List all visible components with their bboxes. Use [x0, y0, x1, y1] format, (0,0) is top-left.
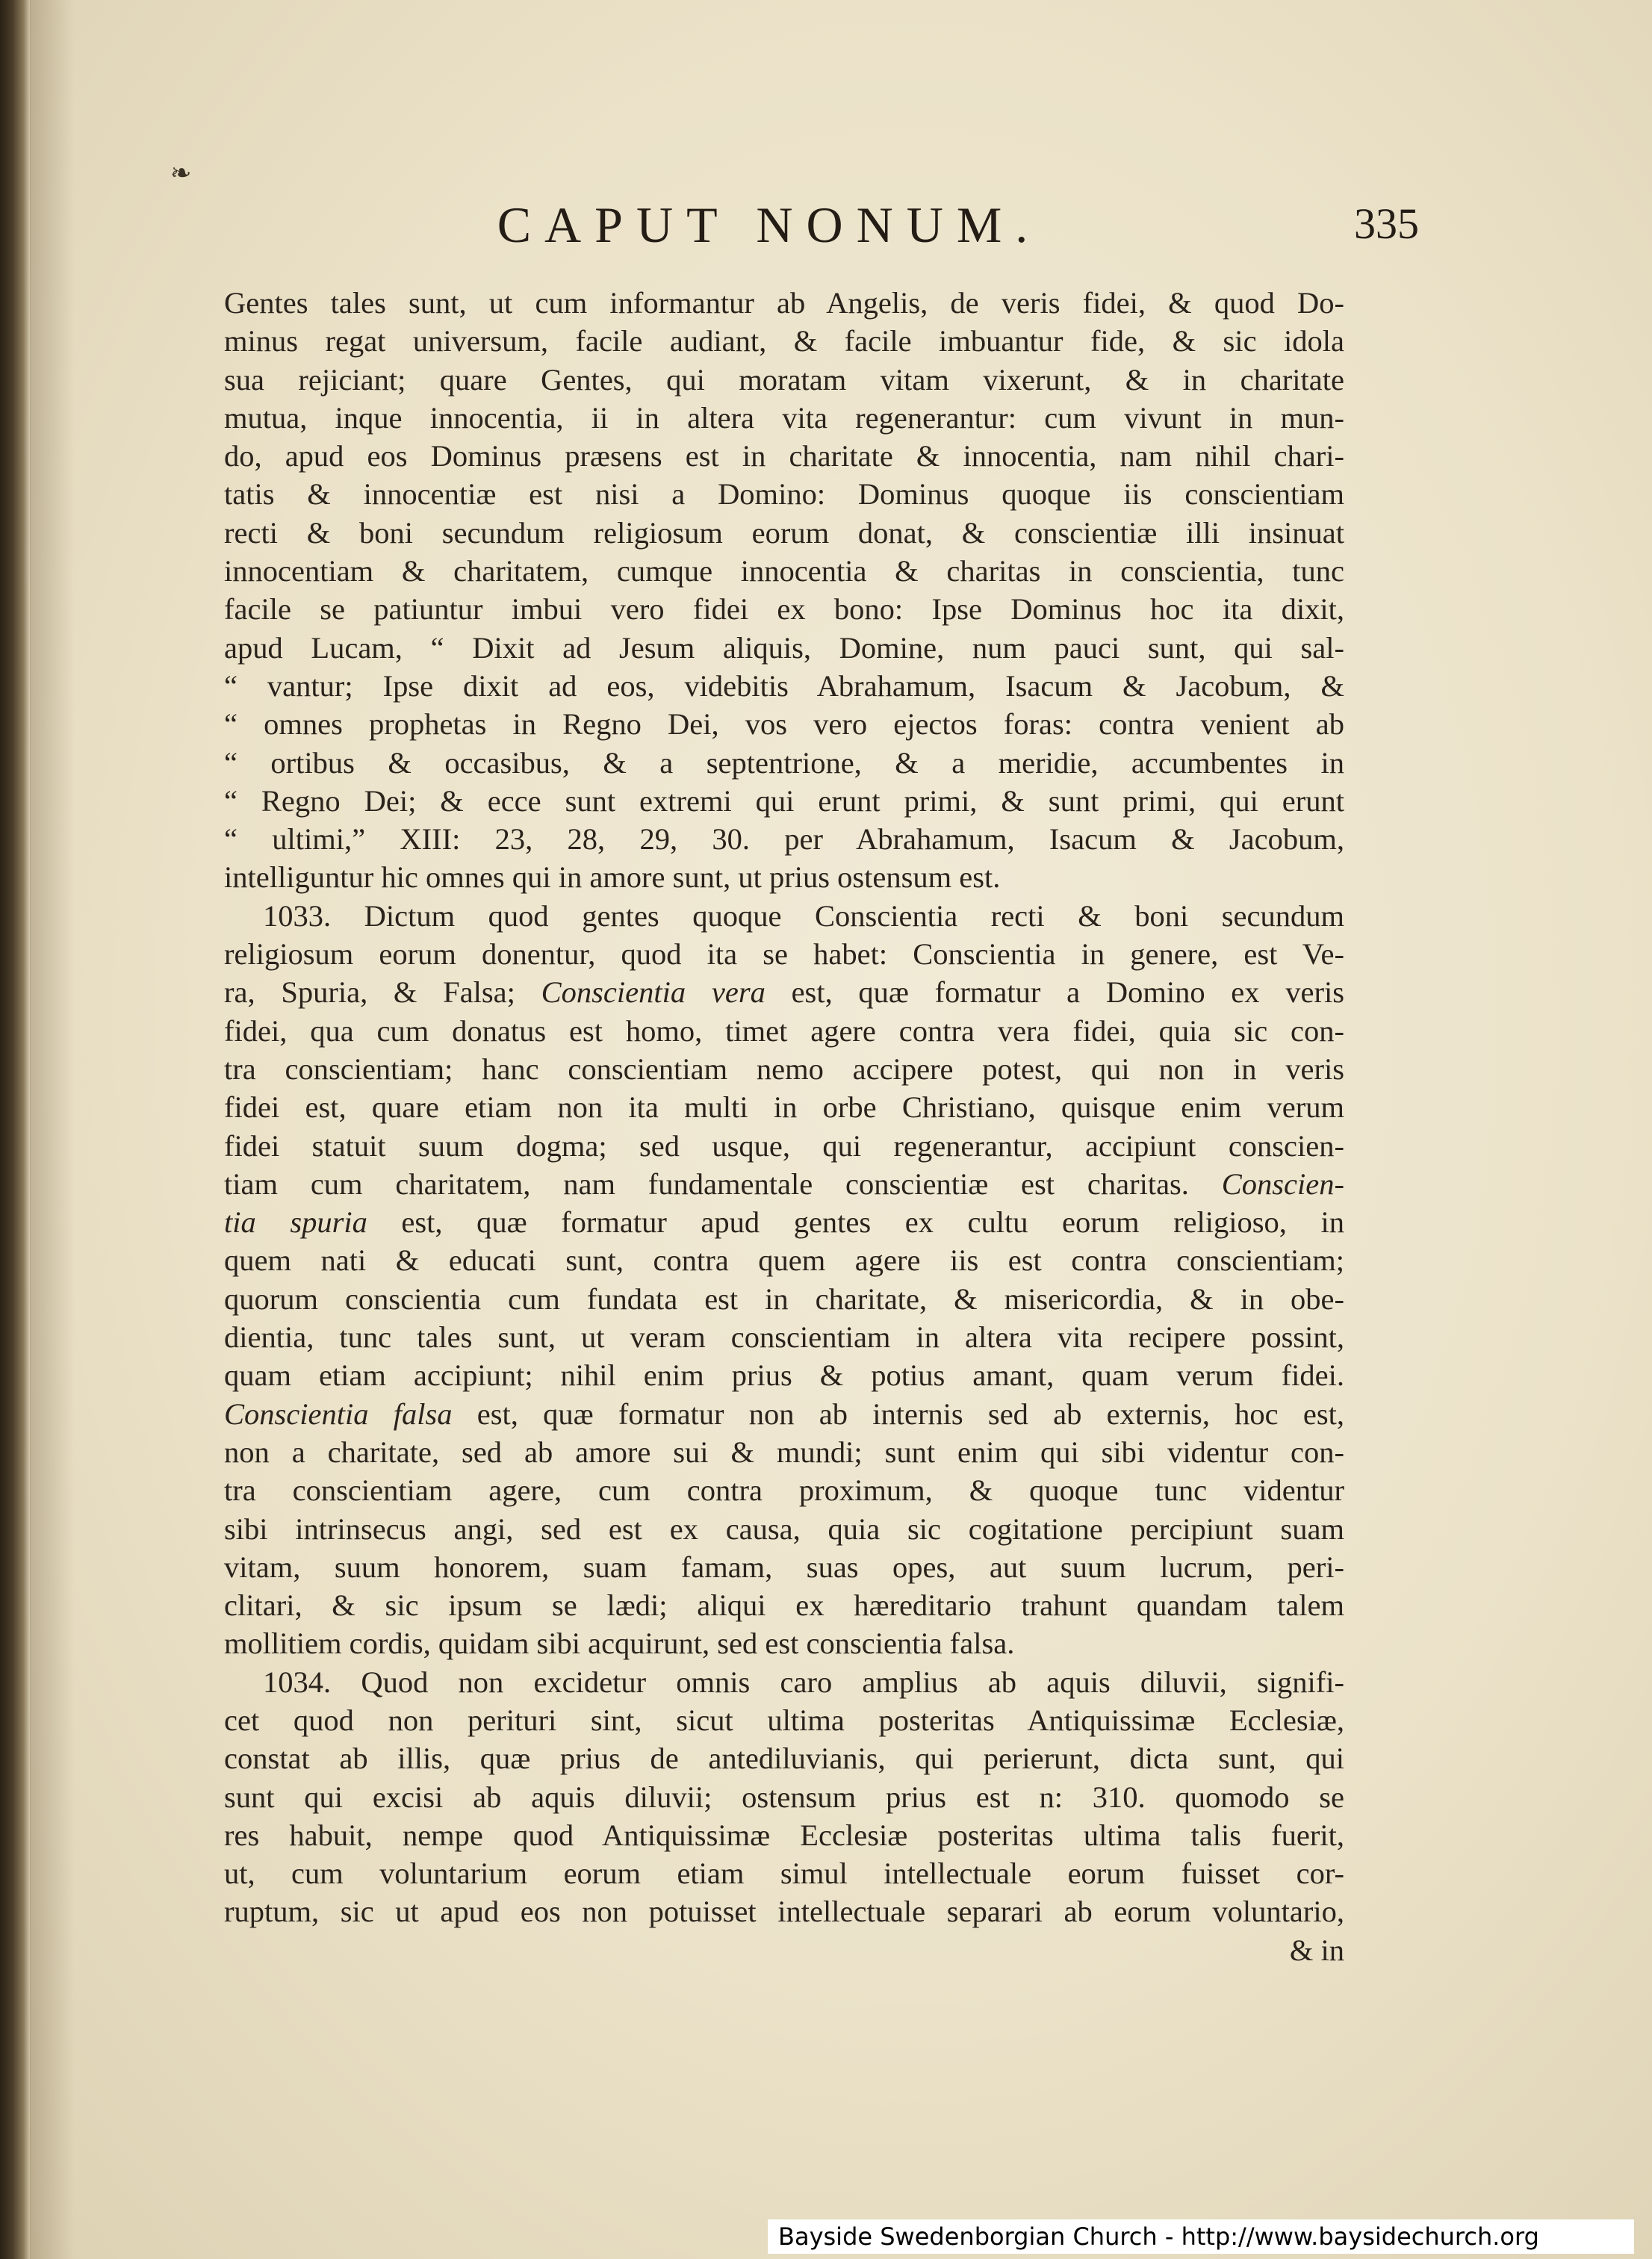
binding-gutter [0, 0, 31, 2259]
text-line: fidei est, quare etiam non ita multi in orbe Christiano, quisque enim verum [224, 1090, 1344, 1125]
paragraph-1034-start: 1034. Quod non excidetur omnis caro amplius ab aquis diluvii, signifi- [263, 1665, 1344, 1699]
text-line: clitari, & sic ipsum se lædi; aliqui ex hæreditario trahunt quandam talem [224, 1588, 1344, 1623]
text-line: do, apud eos Dominus præsens est in charitate & innocentia, nam nihil chari- [224, 439, 1344, 473]
text-line: fidei statuit suum dogma; sed usque, qui regenerantur, accipiunt conscien- [224, 1128, 1344, 1163]
paragraph-1033-start: 1033. Dictum quod gentes quoque Conscientia recti & boni secundum [263, 898, 1344, 933]
text-line: tra conscientiam; hanc conscientiam nemo accipere potest, qui non in veris [224, 1051, 1344, 1086]
text-line: facile se patiuntur imbui vero fidei ex bono: Ipse Dominus hoc ita dixit, [224, 592, 1344, 627]
text-line: Conscientia falsa est, quæ formatur non ab internis sed ab externis, hoc est, [224, 1396, 1345, 1431]
text-line: minus regat universum, facile audiant, & facile imbuantur fide, & sic idola [224, 324, 1344, 358]
text-line: quorum conscientia cum fundata est in charitate, & misericordia, & in obe- [224, 1281, 1344, 1316]
text-line: tra conscientiam agere, cum contra proximum, & quoque tunc videntur [224, 1473, 1344, 1508]
text-line: sunt qui excisi ab aquis diluvii; ostensum prius est n: 310. quomodo se [224, 1780, 1344, 1814]
text-line: sibi intrinsecus angi, sed est ex causa, quia sic cogitatione percipiunt suam [224, 1511, 1344, 1546]
printer-ornament-icon: ❧ [170, 160, 192, 187]
italic-term: Conscientia falsa [224, 1396, 453, 1431]
text-line: Gentes tales sunt, ut cum informantur ab Angelis, de veris fidei, & quod Do- [224, 286, 1344, 320]
text-line: vitam, suum honorem, suam famam, suas opes, aut suum lucrum, peri- [224, 1550, 1344, 1584]
text-line: quam etiam accipiunt; nihil enim prius & potius amant, quam verum fidei. [224, 1358, 1344, 1393]
text-line: apud Lucam, “ Dixit ad Jesum aliquis, Domine, num pauci sunt, qui sal- [224, 630, 1344, 665]
text-line: religiosum eorum donentur, quod ita se habet: Conscientia in genere, est Ve- [224, 937, 1344, 972]
text-line: quem nati & educati sunt, contra quem agere iis est contra conscientiam; [224, 1243, 1344, 1278]
text-line: intelliguntur hic omnes qui in amore sunt, ut prius ostensum est. [224, 860, 1001, 895]
italic-term: tia spuria [224, 1205, 367, 1240]
text-line: dientia, tunc tales sunt, ut veram conscientiam in altera vita recipere possint, [224, 1320, 1344, 1355]
quoted-line: “ ortibus & occasibus, & a septentrione, & a meridie, accumbentes in [224, 745, 1344, 780]
italic-term: Conscien- [1221, 1166, 1344, 1201]
body-text [224, 284, 1344, 1969]
watermark-footer: Bayside Swedenborgian Church - http://www.baysidechurch.org [768, 2219, 1634, 2254]
text-line: mollitiem cordis, quidam sibi acquirunt, sed est conscientia falsa. [224, 1626, 1015, 1661]
running-title: CAPUT NONUM. [497, 196, 1042, 253]
text-line: non a charitate, sed ab amore sui & mundi; sunt enim qui sibi videntur con- [224, 1435, 1344, 1469]
quoted-line: “ omnes prophetas in Regno Dei, vos vero ejectos foras: contra venient ab [224, 707, 1344, 742]
text-line: tatis & innocentiæ est nisi a Domino: Dominus quoque iis conscientiam [224, 477, 1344, 512]
quoted-line: “ vantur; Ipse dixit ad eos, videbitis Abrahamum, Isacum & Jacobum, & [224, 668, 1344, 703]
text-line: innocentiam & charitatem, cumque innocentia & charitas in conscientia, tunc [224, 554, 1344, 588]
text-line: tiam cum charitatem, nam fundamentale conscientiæ est charitas. Conscien- [224, 1166, 1344, 1201]
catchword: & in [1289, 1933, 1344, 1967]
quoted-line: “ Regno Dei; & ecce sunt extremi qui erunt primi, & sunt primi, qui erunt [224, 783, 1344, 818]
text-line: constat ab illis, quæ prius de antediluvianis, qui perierunt, dicta sunt, qui [224, 1741, 1344, 1776]
text-line: res habuit, nempe quod Antiquissimæ Ecclesiæ posteritas ultima talis fuerit, [224, 1818, 1344, 1852]
text-line: sua rejiciant; quare Gentes, qui moratam vitam vixerunt, & in charitate [224, 362, 1344, 397]
italic-term: Conscientia vera [541, 975, 766, 1010]
text-line: ut, cum voluntarium eorum etiam simul intellectuale eorum fuisset cor- [224, 1856, 1344, 1891]
gutter-shadow [30, 0, 75, 2259]
page-number: 335 [1354, 199, 1419, 248]
text-line: mutua, inque innocentia, ii in altera vita regenerantur: cum vivunt in mun- [224, 400, 1344, 435]
text-line: cet quod non perituri sint, sicut ultima posteritas Antiquissimæ Ecclesiæ, [224, 1703, 1344, 1737]
text-line: recti & boni secundum religiosum eorum donat, & conscientiæ illi insinuat [224, 515, 1344, 550]
text-line: fidei, qua cum donatus est homo, timet agere contra vera fidei, quia sic con- [224, 1013, 1344, 1048]
text-line: ra, Spuria, & Falsa; Conscientia vera est, quæ formatur a Domino ex veris [224, 975, 1345, 1010]
quoted-line: “ ultimi,” XIII: 23, 28, 29, 30. per Abrahamum, Isacum & Jacobum, [224, 822, 1344, 857]
text-line: ruptum, sic ut apud eos non potuisset intellectuale separari ab eorum voluntario, [224, 1895, 1344, 1929]
text-line: tia spuria est, quæ formatur apud gentes ex cultu eorum religioso, in [224, 1205, 1344, 1240]
running-head [224, 196, 1434, 255]
